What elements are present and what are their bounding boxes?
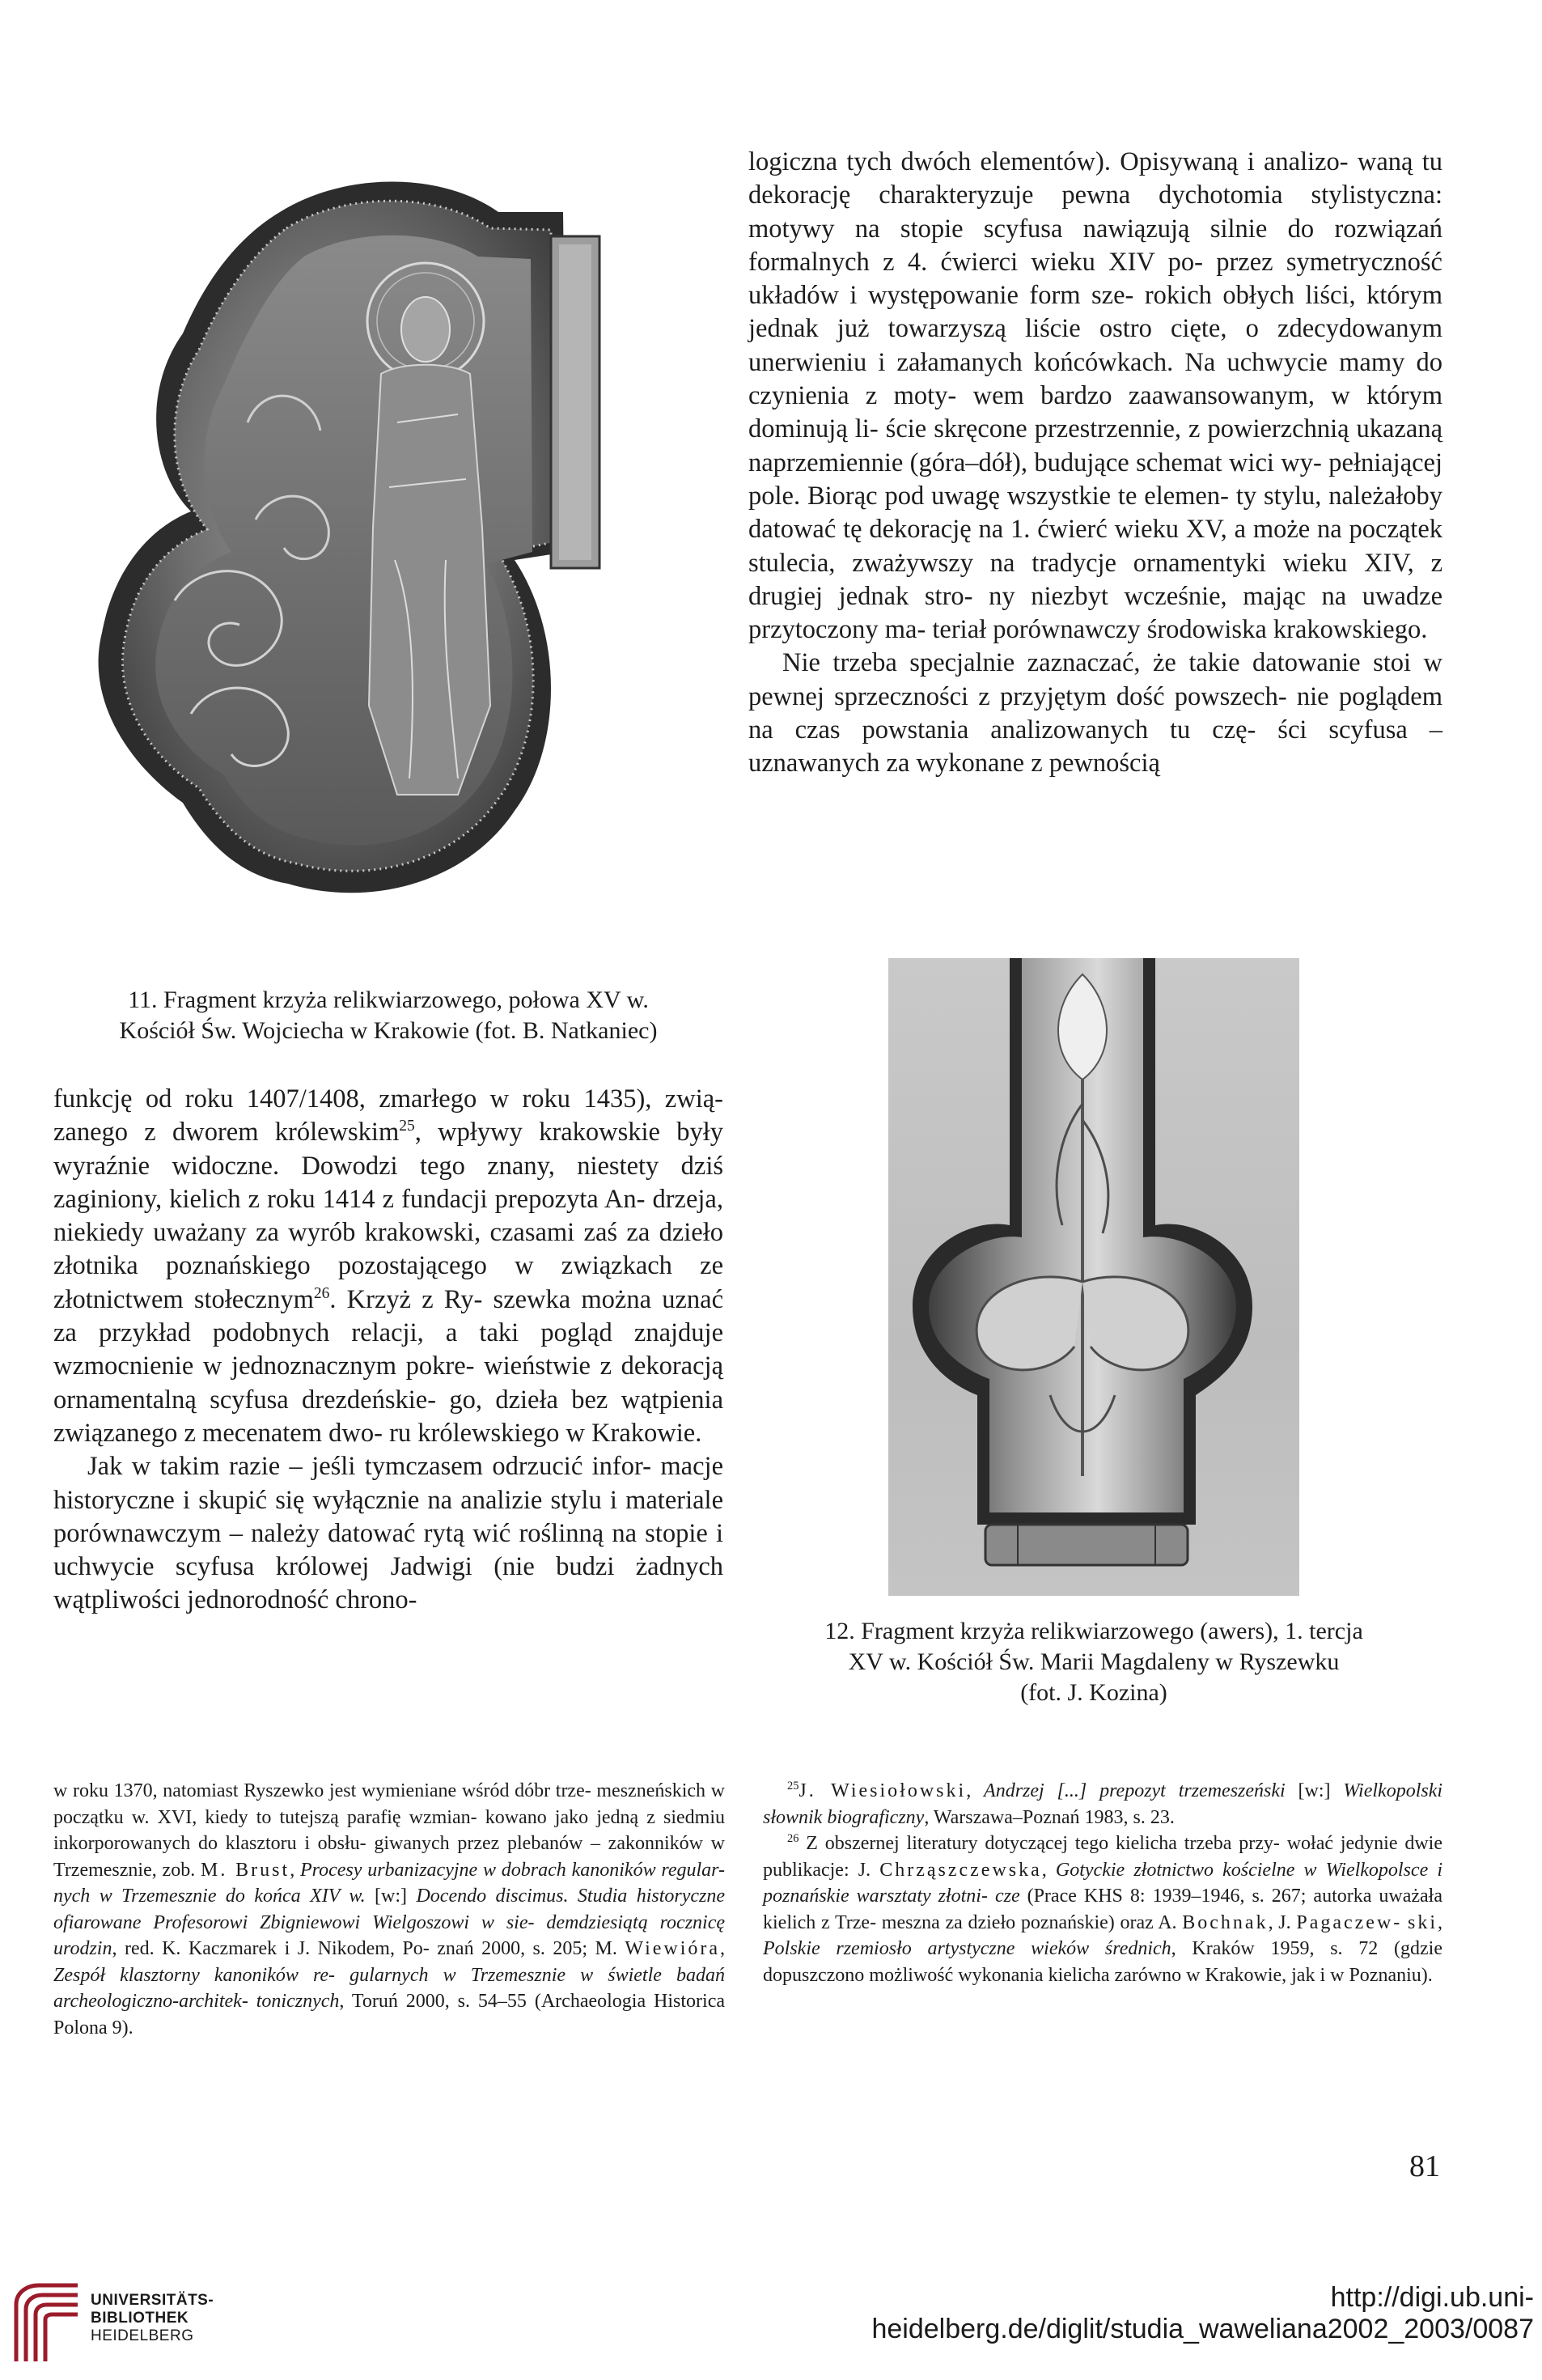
text-line: go, dzieła bez wątpienia związanego z mecenatem dwo- [53,1385,723,1448]
text-line: Jak w takim razie – jeśli tymczasem odrzucić infor- [87,1452,651,1482]
caption-line: (fot. J. Kozina) [1020,1679,1167,1706]
footnote-number: 26 [787,1832,799,1845]
text-line: i materiale porównawczym – należy datować rytą wić [53,1485,723,1548]
caption-line: 12. Fragment krzyża relikwiarzowego (awers), 1. tercja [824,1618,1363,1644]
footnote-continuation: w roku 1370, natomiast Ryszewko jest wymieniane wśród dóbr trze- meszneńskich w początku w. XVI, kiedy to tutejszą parafię wzmian- kowano jako jedną z siedmiu inkorporowanych do klasztoru i obsłu- giwanych przez plebanów – zakonników w Trzemesznie, zob. M. Brust, Procesy urbanizacyjne w dobrach kanoników regular- nych w Trzemesznie do końca XIV w. [w:] Docendo discimus. Studia historyczne ofiarowane Profesorowi Zbigniewowi Wielgoszowi w sie- demdziesiątą rocznicę urodzin, red. K. Kaczmarek i J. Nikodem, Po- znań 2000, s. 205; M. Wiewióra, Zespół klasztorny kanoników re- gularnych w Trzemesznie w świetle badań archeologiczno-architek- tonicznych, Toruń 2000, s. 54–55 (Archaeologia Historica Polona 9). [53,1780,726,2038]
text-fragment: w związkach ze złotnictwem stołecznym [53,1251,723,1314]
left-paragraph-1 [53,1083,723,1450]
left-column-text [53,1083,723,1618]
text-fragment: , Kraków 1959, [1171,1938,1315,1959]
footnotes-left [53,1778,725,2041]
text-line: ście skręcone przestrzennie, z powierzchnią ukazaną [885,414,1442,444]
work-title: Zespół klasztorny kanoników re- [53,1964,336,1986]
text-line: stoi w pewnej sprzeczności z przyjętym dość powszech- [748,648,1442,711]
text-fragment: [w:] [1285,1780,1331,1801]
text-line: teriał porównawczy środowiska krakowskiego. [932,615,1428,645]
text-line: logiczna tych dwóch elementów). Opisywaną i analizo- [748,147,1349,176]
left-paragraph-2 [53,1450,723,1617]
text-line: szewka można uznać za przykład podobnych relacji, a taki [53,1284,723,1348]
text-line: giwanych przez plebanów – zakonników w Trzemesznie, zob. [53,1833,726,1881]
text-fragment: (Prace KHS 8: 1939–1946, s. 267; autorka uważała kielich z Trze- [763,1886,1442,1933]
work-title: Docendo discimus. Studia [416,1886,628,1907]
work-title: Polskie rzemiosło artystyczne wieków średnich [763,1938,1171,1959]
text-line: ny niezbyt wcześnie, mając na uwadze przytoczony ma- [748,581,1443,645]
text-line: naprzemiennie (góra–dół), budujące schemat wici wy- [748,448,1322,477]
text-fragment: wołać jedynie dwie publikacje: J. [763,1833,1442,1881]
text-fragment: , wpływy krakowskie były [414,1118,724,1148]
work-title: Procesy urbanizacyjne w dobrach kanoników regular- [300,1859,726,1881]
caption-line: 11. Fragment krzyża relikwiarzowego, połowa XV w. [128,986,649,1013]
footnote-25: $^{25}$J. Wiesiołowski, Andrzej [...] prepozyt trzemeszeński [w:] Wielkopolski słownik biograficzny, Warszawa–Poznań 1983, s. 23. [763,1780,1443,1828]
text-fragment: znań 2000, s. 205; M. [437,1938,625,1959]
work-title: tonicznych [256,1991,340,2012]
footnotes-right [763,1778,1442,1988]
work-title: Wielkopolski słownik biograficzny [763,1780,1443,1828]
library-name-line: BIBLIOTHEK [91,2310,189,2327]
text-line: funkcję od roku 1407/1408, zmarłego w roku 1435), zwią- [53,1084,723,1114]
work-title: nych w Trzemesznie do końca XIV w. [53,1886,366,1907]
text-line: waną tu dekorację charakteryzuje pewna dychotomia [748,147,1443,210]
text-line: ty stylu, należałoby datować tę dekorację na 1. ćwierć [748,481,1443,545]
text-line: pogląd znajduje wzmocnienie w jednoznacznym pokre- [53,1318,724,1381]
author-name: M. Brust [201,1859,290,1881]
author-name: Bochnak [1182,1911,1269,1933]
text-line: tradycje ornamentyki wieku XIV, z drugiej jednak stro- [748,548,1443,611]
text-line: pełniającej pole. Biorąc pod uwagę wszystkie te elemen- [748,448,1443,511]
work-title: Andrzej [...] prepozyt trzemeszeński [984,1780,1286,1801]
caption-line: Kościół Św. Wojciecha w Krakowie (fot. B. Natkaniec) [119,1017,658,1044]
work-title: gularnych w Trzemesznie w świetle badań archeologiczno-architek- [53,1964,726,2012]
text-line: zaginiony, kielich z roku 1414 z fundacji prepozyta An- [53,1184,646,1214]
library-name-line: UNIVERSITÄTS- [91,2292,214,2309]
work-title: złotnictwo kościelne w Wielkopolsce i poznańskie warsztaty złotni- [763,1859,1443,1907]
work-title: demdziesiątą rocznicę urodzin [53,1911,725,1959]
author-name: Pagaczew- [1296,1911,1403,1933]
caption-line: XV w. Kościół Św. Marii Magdaleny w Ryszewku [848,1648,1340,1675]
author-name: ski [1408,1911,1438,1933]
right-column-text [748,146,1442,781]
text-fragment: meszna za dzieło poznańskie) oraz A. [881,1911,1183,1933]
text-fragment: [w:] [365,1886,417,1907]
figure-12-photo [888,958,1299,1596]
text-fragment: Z obszernej literatury dotyczącej tego kielicha trzeba przy- [806,1833,1280,1854]
library-name[interactable] [91,2292,269,2345]
text-line: macje historyczne i skupić się wyłącznie na analizie stylu [53,1452,723,1515]
author-name: Chrząszczewska [879,1859,1042,1881]
work-title: historyczne ofiarowane Profesorowi Zbigniewowi Wielgoszowi w sie- [53,1886,726,1933]
text-fragment: s. 72 (gdzie dopuszczono możliwość wykonania kielicha zarówno [763,1938,1443,1986]
author-name: J. Wiesiołowski [799,1780,967,1801]
figure-11-photo [78,180,648,989]
work-title: Gotyckie [1055,1859,1125,1881]
text-fragment: w Krakowie, jak i w Poznaniu). [1186,1964,1433,1986]
text-line: nie poglądem na czas powstania analizowanych tu czę- [748,681,1442,745]
footnote-number: 25 [787,1780,799,1792]
text-line: wieku XV, a może na początek stulecia, zważywszy na [748,515,1442,578]
text-line: rokich obłych liści, którym jednak już towarzyszą liście [748,281,1442,344]
text-line: ści scyfusa – uznawanych za wykonane z pewnością [748,715,1442,778]
footnote-ref-26[interactable]: 26 [313,1284,330,1302]
text-line: ru królewskiego w Krakowie. [389,1418,702,1448]
text-fragment: , Warszawa–Poznań 1983, s. 23. [924,1806,1175,1828]
text-fragment: , red. K. Kaczmarek i J. Nikodem, Po- [112,1938,430,1959]
text-line: do rozwiązań formalnych z 4. ćwierci wieku XIV po- [748,214,1442,277]
text-fragment: , J. [1268,1911,1297,1933]
text-line: przez symetryczność układów i występowanie form sze- [748,247,1442,311]
text-line: meszneńskich w początku w. XVI, kiedy to tutejszą parafię wzmian- [53,1780,725,1828]
right-paragraph-2 [748,647,1442,780]
text-fragment: . Krzyż z Ry- [329,1284,483,1314]
source-url-link[interactable]: http://digi.ub.uni-heidelberg.de/diglit/studia_waweliana2002_2003/0087 [871,2282,1534,2344]
footnote-26: $^{26}$ Z obszernej literatury dotyczącej tego kielicha trzeba przy- wołać jedynie dwie publikacje: J. Chrząszczewska, Gotyckie złotnictwo kościelne w Wielkopolsce i poznańskie warsztaty złotni- cze (Prace KHS 8: 1939–1946, s. 267; autorka uważała kielich z Trze- meszna za dzieło poznańskie) oraz A. Bochnak, J. Pagaczew- ski, Polskie rzemiosło artystyczne wieków średnich, Kraków 1959, s. 72 (gdzie dopuszczono możliwość wykonania kielicha zarówno w Krakowie, jak i w Poznaniu). [763,1832,1443,1986]
text-line: stylistyczna: motywy na stopie scyfusa nawiązują silnie [748,180,1443,244]
text-line: (nie budzi żadnych wątpliwości jednorodność chrono- [53,1552,724,1615]
text-line: wyraźnie widoczne. Dowodzi tego znany, niestety dziś [53,1151,723,1181]
text-line: drzeja, niekiedy uważany za wyrób krakowski, czasami [53,1184,723,1248]
footnote-ref-25[interactable]: 25 [399,1118,415,1135]
text-line: kowano jako jedną z siedmiu inkorporowanych do klasztoru i obsłu- [53,1806,726,1854]
work-title: cze [994,1886,1020,1907]
text-line: zaś za dzieło złotnika poznańskiego pozostającego [53,1218,723,1281]
author-name: Wiewióra [625,1938,721,1959]
text-line: końcówkach. Na uchwycie mamy do czynienia z moty- [748,347,1442,411]
page-number: 81 [1409,2149,1440,2183]
text-line: w roku 1370, natomiast Ryszewko jest wymieniane wśród dóbr trze- [53,1780,591,1801]
text-line: wieństwie z dekoracją ornamentalną scyfusa drezdeńskie- [53,1351,723,1415]
library-logo-icon [11,2280,83,2368]
right-paragraph-1 [748,146,1442,647]
text-line: Nie trzeba specjalnie zaznaczać, że takie datowanie [782,648,1361,678]
text-fragment: zanego z dworem królewskim [53,1118,400,1148]
figure-12-caption [759,1616,1429,1708]
text-line: wem bardzo zaawansowanym, w którym dominują li- [748,381,1443,444]
library-name-line: HEIDELBERG [91,2327,194,2344]
text-line: ostro cięte, o zdecydowanym unerwieniu i załamanych [748,314,1443,377]
text-line: roślinną na stopie i uchwycie scyfusa królowej Jadwigi [53,1518,724,1582]
text-fragment: , Toruń 2000, s. 54–55 (Archaeologia Historica Polona 9). [53,1991,725,2038]
figure-11-caption [53,985,723,1046]
